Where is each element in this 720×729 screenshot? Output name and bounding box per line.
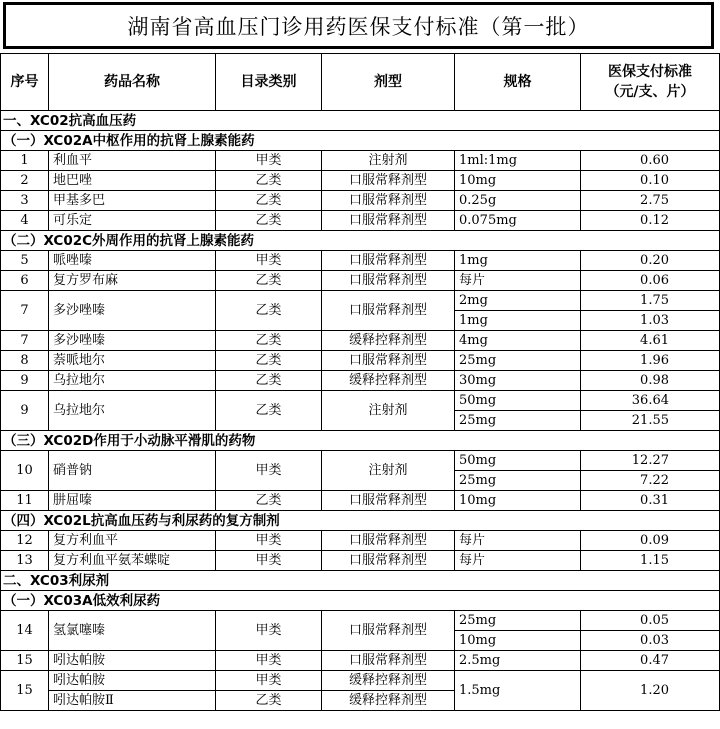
- cell-form: 注射剂: [322, 451, 455, 491]
- cell-category: 乙类: [216, 371, 322, 391]
- table-row: [1, 191, 720, 211]
- cell-form: 口服常释剂型: [322, 171, 455, 191]
- table-row: [1, 291, 720, 311]
- header-price: [581, 54, 720, 111]
- cell-spec: 0.075mg: [455, 211, 581, 231]
- cell-spec: 25mg: [455, 351, 581, 371]
- cell-name: 肼屈嗪: [49, 491, 216, 511]
- table-row: [1, 491, 720, 511]
- cell-category: 甲类: [216, 671, 322, 691]
- subsection-heading: （一）XC03A低效利尿药: [1, 591, 720, 611]
- cell-no: 3: [1, 191, 49, 211]
- cell-spec: 25mg: [455, 471, 581, 491]
- document-title: 湖南省高血压门诊用药医保支付标准（第一批）: [3, 2, 714, 49]
- cell-spec: 2.5mg: [455, 651, 581, 671]
- table-row: [1, 351, 720, 371]
- cell-name: 乌拉地尔: [49, 371, 216, 391]
- cell-spec: 4mg: [455, 331, 581, 351]
- cell-price: 1.75: [581, 291, 720, 311]
- cell-no: 5: [1, 251, 49, 271]
- cell-price: 0.09: [581, 531, 720, 551]
- cell-no: 14: [1, 611, 49, 651]
- cell-category: 甲类: [216, 251, 322, 271]
- cell-category: 乙类: [216, 211, 322, 231]
- header-category: 目录类别: [216, 54, 322, 111]
- table-row: [1, 451, 720, 471]
- cell-no: 6: [1, 271, 49, 291]
- cell-price: 0.47: [581, 651, 720, 671]
- header-price-line1: 医保支付标准: [608, 64, 692, 80]
- section-heading: 二、XC03利尿剂: [1, 571, 720, 591]
- table-row: [1, 651, 720, 671]
- cell-spec: 每片: [455, 551, 581, 571]
- cell-price: 12.27: [581, 451, 720, 471]
- cell-price: 36.64: [581, 391, 720, 411]
- cell-name: 多沙唑嗪: [49, 291, 216, 331]
- cell-spec: 25mg: [455, 411, 581, 431]
- cell-form: 口服常释剂型: [322, 271, 455, 291]
- cell-form: 口服常释剂型: [322, 491, 455, 511]
- cell-category: 甲类: [216, 651, 322, 671]
- cell-no: 11: [1, 491, 49, 511]
- header-no: 序号: [1, 54, 49, 111]
- table-row: [1, 151, 720, 171]
- cell-name: 甲基多巴: [49, 191, 216, 211]
- cell-price: 0.10: [581, 171, 720, 191]
- cell-name: 地巴唑: [49, 171, 216, 191]
- cell-name: 吲达帕胺: [49, 671, 216, 691]
- cell-no: 15: [1, 671, 49, 711]
- cell-spec: 30mg: [455, 371, 581, 391]
- cell-no: 15: [1, 651, 49, 671]
- cell-form: 口服常释剂型: [322, 211, 455, 231]
- subsection-heading: （四）XC02L抗高血压药与利尿药的复方制剂: [1, 511, 720, 531]
- cell-name: 吲达帕胺: [49, 651, 216, 671]
- cell-no: 10: [1, 451, 49, 491]
- cell-no: 12: [1, 531, 49, 551]
- cell-form: 口服常释剂型: [322, 351, 455, 371]
- cell-form: 口服常释剂型: [322, 291, 455, 331]
- cell-no: 7: [1, 331, 49, 351]
- cell-price: 4.61: [581, 331, 720, 351]
- table-row: [1, 371, 720, 391]
- cell-price: 1.15: [581, 551, 720, 571]
- cell-category: 乙类: [216, 691, 322, 711]
- cell-spec: 25mg: [455, 611, 581, 631]
- table-row: [1, 171, 720, 191]
- header-name: 药品名称: [49, 54, 216, 111]
- cell-price: 1.20: [581, 671, 720, 711]
- cell-name: 萘哌地尔: [49, 351, 216, 371]
- cell-price: 0.98: [581, 371, 720, 391]
- header-form: 剂型: [322, 54, 455, 111]
- cell-spec: 10mg: [455, 491, 581, 511]
- cell-form: 口服常释剂型: [322, 551, 455, 571]
- cell-name: 吲达帕胺Ⅱ: [49, 691, 216, 711]
- cell-name: 氢氯噻嗪: [49, 611, 216, 651]
- cell-category: 乙类: [216, 491, 322, 511]
- cell-category: 乙类: [216, 171, 322, 191]
- subsection-heading: （三）XC02D作用于小动脉平滑肌的药物: [1, 431, 720, 451]
- subsection-heading: （一）XC02A中枢作用的抗肾上腺素能药: [1, 131, 720, 151]
- cell-spec: 每片: [455, 531, 581, 551]
- cell-name: 复方利血平氨苯蝶啶: [49, 551, 216, 571]
- table-row: [1, 211, 720, 231]
- cell-category: 乙类: [216, 271, 322, 291]
- table-row: [1, 391, 720, 411]
- cell-category: 乙类: [216, 391, 322, 431]
- cell-spec: 1.5mg: [455, 671, 581, 711]
- cell-category: 乙类: [216, 291, 322, 331]
- table-row: [1, 271, 720, 291]
- cell-name: 复方罗布麻: [49, 271, 216, 291]
- cell-price: 1.03: [581, 311, 720, 331]
- cell-name: 复方利血平: [49, 531, 216, 551]
- cell-price: 0.03: [581, 631, 720, 651]
- subsection-heading: （二）XC02C外周作用的抗肾上腺素能药: [1, 231, 720, 251]
- cell-no: 13: [1, 551, 49, 571]
- cell-no: 1: [1, 151, 49, 171]
- cell-spec: 50mg: [455, 451, 581, 471]
- cell-spec: 1mg: [455, 311, 581, 331]
- cell-no: 9: [1, 391, 49, 431]
- table-row: [1, 251, 720, 271]
- cell-spec: 10mg: [455, 171, 581, 191]
- cell-name: 乌拉地尔: [49, 391, 216, 431]
- cell-form: 口服常释剂型: [322, 251, 455, 271]
- cell-category: 甲类: [216, 151, 322, 171]
- cell-price: 0.05: [581, 611, 720, 631]
- cell-price: 0.20: [581, 251, 720, 271]
- cell-name: 多沙唑嗪: [49, 331, 216, 351]
- cell-spec: 10mg: [455, 631, 581, 651]
- cell-spec: 1ml:1mg: [455, 151, 581, 171]
- cell-form: 缓释控释剂型: [322, 371, 455, 391]
- table-row: [1, 551, 720, 571]
- cell-no: 2: [1, 171, 49, 191]
- cell-spec: 1mg: [455, 251, 581, 271]
- cell-name: 哌唑嗪: [49, 251, 216, 271]
- cell-form: 口服常释剂型: [322, 191, 455, 211]
- cell-form: 缓释控释剂型: [322, 691, 455, 711]
- table-row: [1, 331, 720, 351]
- cell-no: 8: [1, 351, 49, 371]
- cell-form: 缓释控释剂型: [322, 331, 455, 351]
- cell-price: 7.22: [581, 471, 720, 491]
- cell-spec: 2mg: [455, 291, 581, 311]
- cell-no: 9: [1, 371, 49, 391]
- cell-price: 0.60: [581, 151, 720, 171]
- header-price-line2: （元/支、片）: [605, 84, 695, 100]
- cell-spec: 每片: [455, 271, 581, 291]
- cell-category: 乙类: [216, 331, 322, 351]
- cell-form: 注射剂: [322, 151, 455, 171]
- cell-name: 利血平: [49, 151, 216, 171]
- table-row: [1, 671, 720, 691]
- cell-spec: 50mg: [455, 391, 581, 411]
- cell-price: 1.96: [581, 351, 720, 371]
- cell-price: 0.12: [581, 211, 720, 231]
- cell-category: 乙类: [216, 191, 322, 211]
- cell-price: 0.06: [581, 271, 720, 291]
- cell-form: 口服常释剂型: [322, 531, 455, 551]
- table-row: [1, 611, 720, 631]
- table-header: [1, 54, 720, 111]
- cell-category: 甲类: [216, 531, 322, 551]
- cell-price: 21.55: [581, 411, 720, 431]
- header-spec: 规格: [455, 54, 581, 111]
- cell-spec: 0.25g: [455, 191, 581, 211]
- cell-price: 2.75: [581, 191, 720, 211]
- cell-form: 注射剂: [322, 391, 455, 431]
- cell-category: 乙类: [216, 351, 322, 371]
- cell-no: 4: [1, 211, 49, 231]
- cell-category: 甲类: [216, 451, 322, 491]
- drug-price-table: [0, 53, 720, 711]
- cell-form: 口服常释剂型: [322, 651, 455, 671]
- cell-name: 可乐定: [49, 211, 216, 231]
- cell-no: 7: [1, 291, 49, 331]
- cell-price: 0.31: [581, 491, 720, 511]
- cell-name: 硝普钠: [49, 451, 216, 491]
- cell-category: 甲类: [216, 551, 322, 571]
- section-heading: 一、XC02抗高血压药: [1, 111, 720, 131]
- cell-form: 口服常释剂型: [322, 611, 455, 651]
- cell-category: 甲类: [216, 611, 322, 651]
- table-row: [1, 531, 720, 551]
- cell-form: 缓释控释剂型: [322, 671, 455, 691]
